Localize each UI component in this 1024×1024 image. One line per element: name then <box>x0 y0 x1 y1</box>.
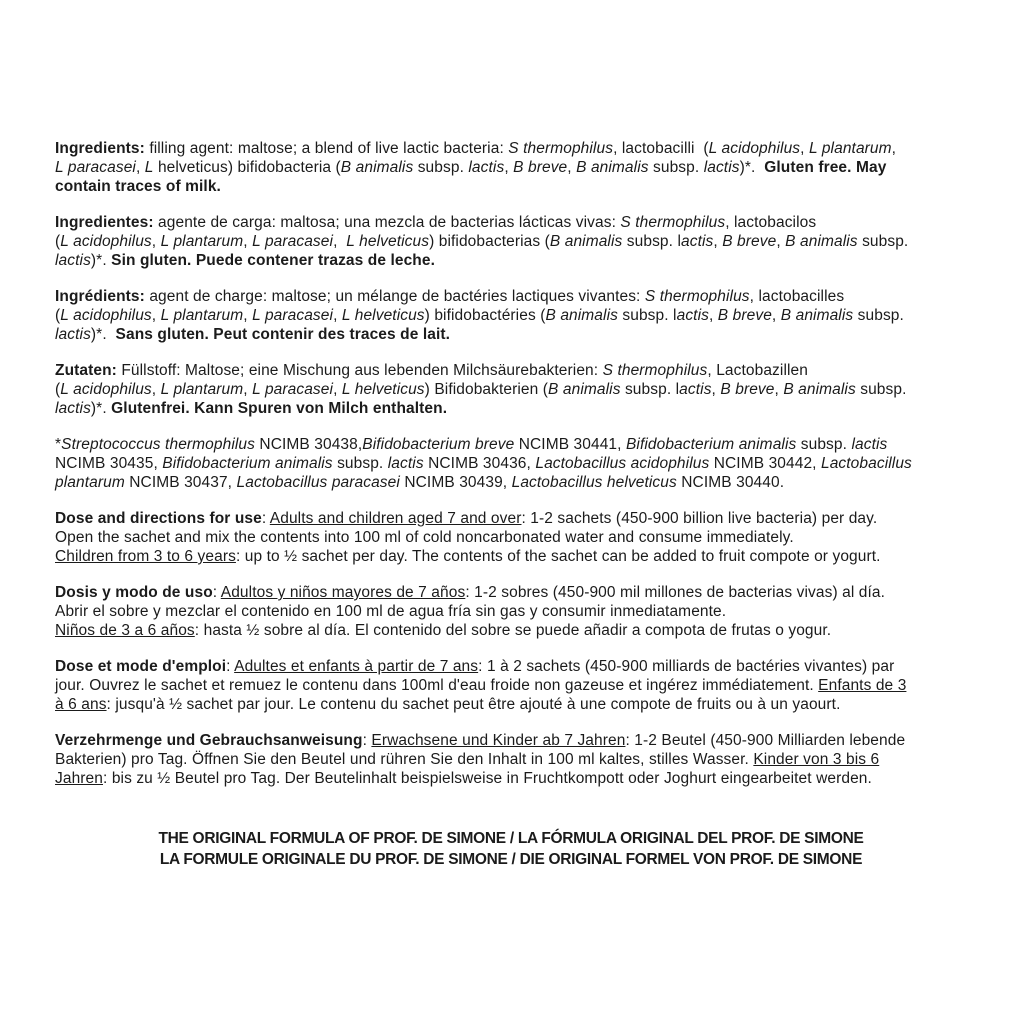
text-segment: , lactobacilli ( <box>613 140 709 157</box>
text-segment: , <box>333 381 342 398</box>
text-segment: * <box>55 436 62 453</box>
text-segment: lactis <box>55 326 91 343</box>
text-segment: ( <box>55 381 61 398</box>
text-segment: , <box>333 233 347 250</box>
text-segment: L plantarum <box>160 381 244 398</box>
text-line <box>55 361 967 380</box>
text-line <box>55 287 967 306</box>
text-segment: lactis <box>851 436 888 453</box>
text-segment: Lactobacillus <box>820 455 912 472</box>
text-segment: Bifidobacterium breve <box>362 436 515 453</box>
text-line <box>55 213 967 232</box>
text-segment: ( <box>55 307 61 324</box>
text-segment: Dose et mode d'emploi <box>55 658 227 675</box>
text-segment: lactis <box>55 400 91 417</box>
text-segment: : bis zu ½ Beutel pro Tag. Der Beutelinhalt beispielsweise in Fruchtkompott oder Joghurt eingearbeitet werden. <box>103 770 872 787</box>
text-segment: Verzehrmenge und Gebrauchsanweisung <box>55 732 363 749</box>
text-segment: B animalis <box>780 307 854 324</box>
text-segment: , <box>243 233 253 250</box>
text-segment: lactis <box>703 159 740 176</box>
text-segment: : hasta ½ sobre al día. El contenido del sobre se puede añadir a compota de frutas o yogur. <box>194 622 832 639</box>
text-segment: , lactobacilles <box>749 288 845 305</box>
text-segment: lactis <box>468 159 505 176</box>
text-segment: Bifidobacterium animalis <box>625 436 797 453</box>
text-segment: Jahren <box>55 770 103 787</box>
text-line <box>55 325 967 344</box>
text-line <box>55 676 967 695</box>
text-segment: Ingredientes: <box>55 214 154 231</box>
text-segment: Dosis y modo de uso <box>55 584 213 601</box>
text-segment: L paracasei <box>252 307 334 324</box>
text-segment: , <box>567 159 577 176</box>
text-segment: : 1 à 2 sachets (450-900 milliards de bactéries vivantes) par <box>478 658 895 675</box>
text-segment: subsp. <box>853 307 904 324</box>
text-segment: B breve <box>717 307 772 324</box>
text-segment: à 6 ans <box>55 696 107 713</box>
text-segment: L helveticus <box>341 381 425 398</box>
text-segment: L helveticus <box>346 233 430 250</box>
text-segment: subsp. <box>648 159 704 176</box>
text-line <box>55 621 967 640</box>
text-segment: : <box>212 584 221 601</box>
text-segment: L paracasei <box>252 233 334 250</box>
text-segment: B breve <box>720 381 775 398</box>
text-segment: Ingrédients: <box>55 288 145 305</box>
text-segment: subsp. <box>857 233 909 250</box>
text-segment: ) bifidobactéries ( <box>424 307 546 324</box>
text-segment: B animalis <box>576 159 649 176</box>
text-segment: : <box>362 732 372 749</box>
text-segment: , Lactobazillen <box>707 362 808 379</box>
text-line <box>55 232 967 251</box>
text-segment: , <box>711 381 721 398</box>
text-segment: actis <box>679 381 712 398</box>
text-segment: lactis <box>387 455 424 472</box>
text-segment: B breve <box>513 159 568 176</box>
text-segment: B animalis <box>783 381 856 398</box>
text-segment: subsp. <box>413 159 469 176</box>
text-segment: actis <box>676 307 709 324</box>
text-segment: Lactobacillus helveticus <box>511 474 677 491</box>
text-line <box>55 399 967 418</box>
text-segment: Adultos y niños mayores de 7 años <box>220 584 466 601</box>
text-segment: S thermophilus <box>620 214 726 231</box>
text-segment: , <box>891 140 897 157</box>
text-segment: Children from 3 to 6 years <box>55 548 236 565</box>
text-segment: ( <box>55 233 61 250</box>
dosis-es <box>55 583 967 640</box>
text-segment: B animalis <box>545 307 618 324</box>
text-line <box>55 583 967 602</box>
text-line <box>55 602 967 621</box>
text-segment: Abrir el sobre y mezclar el contenido en 100 ml de agua fría sin gas y consumir inmediatamente. <box>55 603 727 620</box>
text-segment: L helveticus <box>341 307 425 324</box>
dose-fr <box>55 657 967 714</box>
text-segment: Streptococcus thermophilus <box>61 436 256 453</box>
text-segment: Lactobacillus paracasei <box>236 474 400 491</box>
text-segment: subsp. <box>855 381 907 398</box>
ingredients-en <box>55 139 967 196</box>
text-segment: : 1-2 sachets (450-900 billion live bacteria) per day. <box>521 510 878 527</box>
text-line <box>55 306 967 325</box>
text-segment: Adultes et enfants à partir de 7 ans <box>234 658 479 675</box>
text-segment: contain traces of milk. <box>55 178 221 195</box>
text-segment: B animalis <box>340 159 414 176</box>
text-segment: L plantarum <box>808 140 892 157</box>
text-line <box>55 139 967 158</box>
text-segment: , <box>333 307 342 324</box>
text-segment: L paracasei <box>252 381 334 398</box>
text-line <box>55 528 967 547</box>
text-segment: )*. <box>90 326 116 343</box>
text-segment: Bakterien) pro Tag. Öffnen Sie den Beutel und rühren Sie den Inhalt in 100 ml kaltes, stilles Wasser. <box>55 751 754 768</box>
text-segment: : 1-2 sobres (450-900 mil millones de bacterias vivas) al día. <box>465 584 886 601</box>
text-line <box>55 177 967 196</box>
text-segment: Erwachsene und Kinder ab 7 Jahren <box>371 732 626 749</box>
text-segment: helveticus) bifidobacteria ( <box>153 159 341 176</box>
text-segment: , <box>243 381 253 398</box>
text-line <box>55 657 967 676</box>
text-segment: : 1-2 Beutel (450-900 Milliarden lebende <box>625 732 906 749</box>
text-segment: L <box>144 159 154 176</box>
text-segment: B animalis <box>548 381 621 398</box>
text-segment: , <box>776 233 786 250</box>
text-segment: , <box>135 159 145 176</box>
text-segment: L acidophilus <box>60 307 152 324</box>
text-segment: NCIMB 30441, <box>514 436 626 453</box>
supplement-label <box>55 139 967 870</box>
text-line <box>55 509 967 528</box>
text-segment: S thermophilus <box>602 362 708 379</box>
text-segment: , <box>708 307 718 324</box>
strain-list <box>55 435 967 492</box>
text-segment: NCIMB 30440. <box>676 474 785 491</box>
text-segment: ) bifidobacterias ( <box>429 233 550 250</box>
text-line <box>55 473 967 492</box>
dose-en <box>55 509 967 566</box>
verzehrmenge-de <box>55 731 967 788</box>
text-segment: subsp. <box>332 455 388 472</box>
text-segment: NCIMB 30438, <box>255 436 363 453</box>
text-line <box>55 769 967 788</box>
text-segment: )*. <box>739 159 765 176</box>
text-segment: L plantarum <box>160 233 244 250</box>
text-segment: , <box>504 159 514 176</box>
text-segment: , <box>151 233 161 250</box>
text-segment: : up to ½ sachet per day. The contents of the sachet can be added to fruit compote or yogurt. <box>235 548 881 565</box>
text-segment: : <box>261 510 270 527</box>
text-segment: , lactobacilos <box>725 214 817 231</box>
text-segment: Lactobacillus acidophilus <box>535 455 710 472</box>
text-segment: actis <box>681 233 714 250</box>
ingredients-fr <box>55 287 967 344</box>
text-line <box>55 251 967 270</box>
text-segment: , <box>151 307 161 324</box>
text-segment: agente de carga: maltosa; una mezcla de bacterias lácticas vivas: <box>153 214 621 231</box>
text-line <box>55 435 967 454</box>
ingredientes-es <box>55 213 967 270</box>
text-line <box>55 547 967 566</box>
text-segment: )*. <box>90 252 112 269</box>
text-segment: NCIMB 30442, <box>709 455 821 472</box>
footer-line-2: LA FORMULE ORIGINALE DU PROF. DE SIMONE / DIE ORIGINAL FORMEL VON PROF. DE SIMONE <box>159 851 863 868</box>
text-segment: Ingredients: <box>55 140 145 157</box>
text-segment: B animalis <box>549 233 623 250</box>
text-segment: Open the sachet and mix the contents into 100 ml of cold noncarbonated water and consume immediately. <box>55 529 794 546</box>
text-segment: B animalis <box>785 233 858 250</box>
text-segment: Dose and directions for use <box>55 510 262 527</box>
text-line <box>55 158 967 177</box>
text-segment: Zutaten: <box>55 362 117 379</box>
text-segment: plantarum <box>55 474 125 491</box>
text-segment: L acidophilus <box>60 233 152 250</box>
text-segment: L paracasei <box>55 159 136 176</box>
text-segment: S thermophilus <box>508 140 614 157</box>
text-segment: Kinder von 3 bis 6 <box>753 751 880 768</box>
text-segment: : jusqu'à ½ sachet par jour. Le contenu du sachet peut être ajouté à une compote de fruits ou à un yaourt. <box>106 696 841 713</box>
text-segment: subsp. l <box>622 233 681 250</box>
text-segment: S thermophilus <box>644 288 750 305</box>
text-line <box>55 380 967 399</box>
text-segment: Gluten free. May <box>764 159 887 176</box>
text-segment: Adults and children aged 7 and over <box>269 510 522 527</box>
text-segment: L acidophilus <box>60 381 152 398</box>
text-segment: Bifidobacterium animalis <box>162 455 333 472</box>
text-segment: , <box>774 381 784 398</box>
text-segment: ) Bifidobakterien ( <box>424 381 549 398</box>
text-segment: Enfants de 3 <box>818 677 907 694</box>
text-segment: L plantarum <box>160 307 244 324</box>
text-line <box>55 695 967 714</box>
text-segment: NCIMB 30439, <box>399 474 512 491</box>
text-segment: subsp. l <box>617 307 677 324</box>
text-segment: Sans gluten. Peut contenir des traces de lait. <box>115 326 451 343</box>
text-segment: subsp. <box>796 436 852 453</box>
text-segment: L acidophilus <box>708 140 801 157</box>
text-segment: agent de charge: maltose; un mélange de bactéries lactiques vivantes: <box>144 288 645 305</box>
label-footer <box>55 828 967 870</box>
text-line <box>55 750 967 769</box>
text-segment: , <box>771 307 781 324</box>
text-segment: NCIMB 30436, <box>423 455 536 472</box>
text-segment: subsp. l <box>620 381 680 398</box>
text-segment: Sin gluten. Puede contener trazas de leche. <box>111 252 435 269</box>
text-segment: : <box>226 658 235 675</box>
text-segment: )*. <box>90 400 112 417</box>
text-segment: , <box>713 233 723 250</box>
text-segment: , <box>151 381 161 398</box>
text-segment: filling agent: maltose; a blend of live lactic bacteria: <box>144 140 509 157</box>
text-segment: jour. Ouvrez le sachet et remuez le contenu dans 100ml d'eau froide non gazeuse et ingérez immédiatement. <box>55 677 819 694</box>
footer-line-1: THE ORIGINAL FORMULA OF PROF. DE SIMONE / LA FÓRMULA ORIGINAL DEL PROF. DE SIMONE <box>158 830 864 847</box>
text-segment: Niños de 3 a 6 años <box>55 622 195 639</box>
text-segment: lactis <box>55 252 91 269</box>
text-line <box>55 454 967 473</box>
text-segment: NCIMB 30435, <box>55 455 163 472</box>
text-segment: Glutenfrei. Kann Spuren von Milch enthalten. <box>111 400 448 417</box>
text-segment: , <box>243 307 253 324</box>
text-segment: , <box>800 140 809 157</box>
text-segment: NCIMB 30437, <box>124 474 237 491</box>
text-line <box>55 731 967 750</box>
text-segment: B breve <box>722 233 777 250</box>
text-segment: Füllstoff: Maltose; eine Mischung aus lebenden Milchsäurebakterien: <box>116 362 603 379</box>
zutaten-de <box>55 361 967 418</box>
label-paragraphs <box>55 139 967 788</box>
